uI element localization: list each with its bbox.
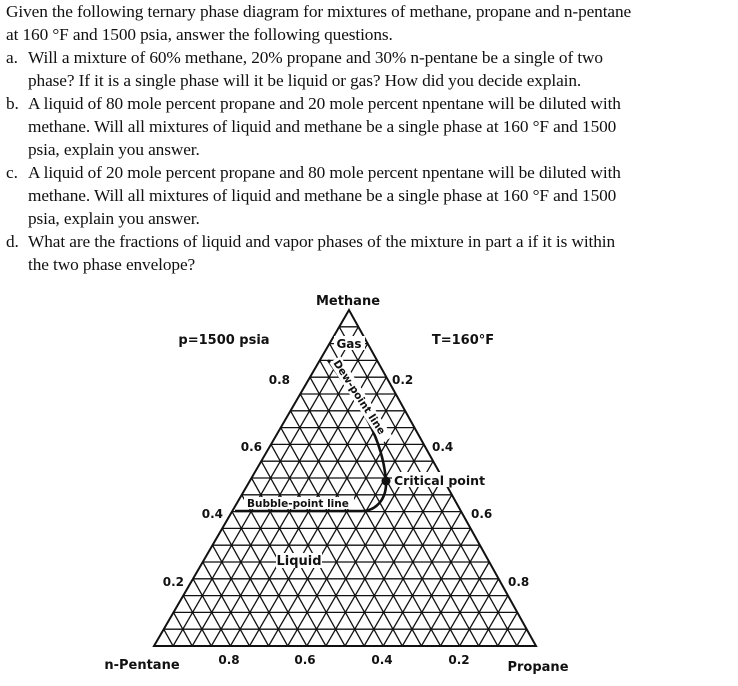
critical-point-marker [382, 477, 391, 486]
item-marker: b. [6, 94, 19, 113]
right-tick-0.4: 0.4 [432, 440, 454, 454]
bubble-point-label: Bubble-point line [247, 498, 349, 510]
left-tick-0.8: 0.8 [268, 373, 290, 387]
item-marker: d. [6, 232, 19, 251]
grid-line [364, 495, 452, 646]
grid-line [222, 528, 287, 646]
grid-line [164, 629, 173, 646]
grid-line [402, 528, 470, 646]
grid-line [173, 327, 358, 646]
item-line: psia, explain you answer. [28, 209, 200, 228]
item-line: What are the fractions of liquid and vapor phases of the mixture in part a if it is within [28, 232, 616, 251]
pressure-label: p=1500 psia [178, 333, 270, 348]
right-tick-0.8: 0.8 [508, 575, 530, 589]
intro-line-1: Given the following ternary phase diagram for mixtures of methane, propane and n-pentane [6, 2, 632, 21]
item-line: Will a mixture of 60% methane, 20% propane and 30% n-pentane be a single of two [28, 48, 603, 67]
vertex-label-propane: Propane [507, 660, 569, 675]
grid-line [203, 562, 250, 646]
item-marker: c. [6, 163, 18, 182]
grid-line [288, 428, 415, 646]
right-tick-0.2: 0.2 [392, 373, 414, 387]
grid-line [517, 629, 527, 646]
item-line: A liquid of 20 mole percent propane and 80 mole percent npentane will be diluted with [28, 163, 621, 182]
item-line: the two phase envelope? [28, 255, 196, 274]
bottom-tick-0.2: 0.2 [448, 653, 470, 667]
item-marker: a. [6, 48, 18, 67]
item-line: phase? If it is a single phase will it be liquid or gas? How did you decide explain. [28, 71, 582, 90]
item-line: psia, explain you answer. [28, 140, 200, 159]
temperature-label: T=160°F [431, 333, 495, 348]
grid-line [242, 495, 326, 646]
dew-point-label: Dew-point line [330, 358, 388, 437]
liquid-region-label: Liquid [276, 554, 322, 569]
item-line: A liquid of 80 mole percent propane and 20 mole percent npentane will be diluted with [28, 94, 621, 113]
vertex-label-n-pentane: n-Pentane [104, 658, 180, 673]
bottom-tick-0.8: 0.8 [218, 653, 240, 667]
bottom-tick-0.4: 0.4 [371, 653, 393, 667]
critical-point-label: Critical point [394, 473, 486, 488]
gas-region-label: Gas [336, 337, 362, 351]
vertex-label-methane: Methane [315, 294, 381, 309]
item-line: methane. Will all mixtures of liquid and methane be a single phase at 160 °F and 1500 [28, 117, 617, 136]
right-tick-0.6: 0.6 [471, 507, 493, 521]
item-line: methane. Will all mixtures of liquid and methane be a single phase at 160 °F and 1500 [28, 186, 617, 205]
grid-line [441, 562, 490, 646]
left-tick-0.4: 0.4 [201, 507, 223, 521]
left-tick-0.2: 0.2 [162, 575, 184, 589]
bottom-tick-0.6: 0.6 [294, 653, 316, 667]
left-tick-0.6: 0.6 [240, 440, 262, 454]
intro-line-2: at 160 °F and 1500 psia, answer the following questions. [6, 25, 393, 44]
grid-line [300, 394, 440, 646]
